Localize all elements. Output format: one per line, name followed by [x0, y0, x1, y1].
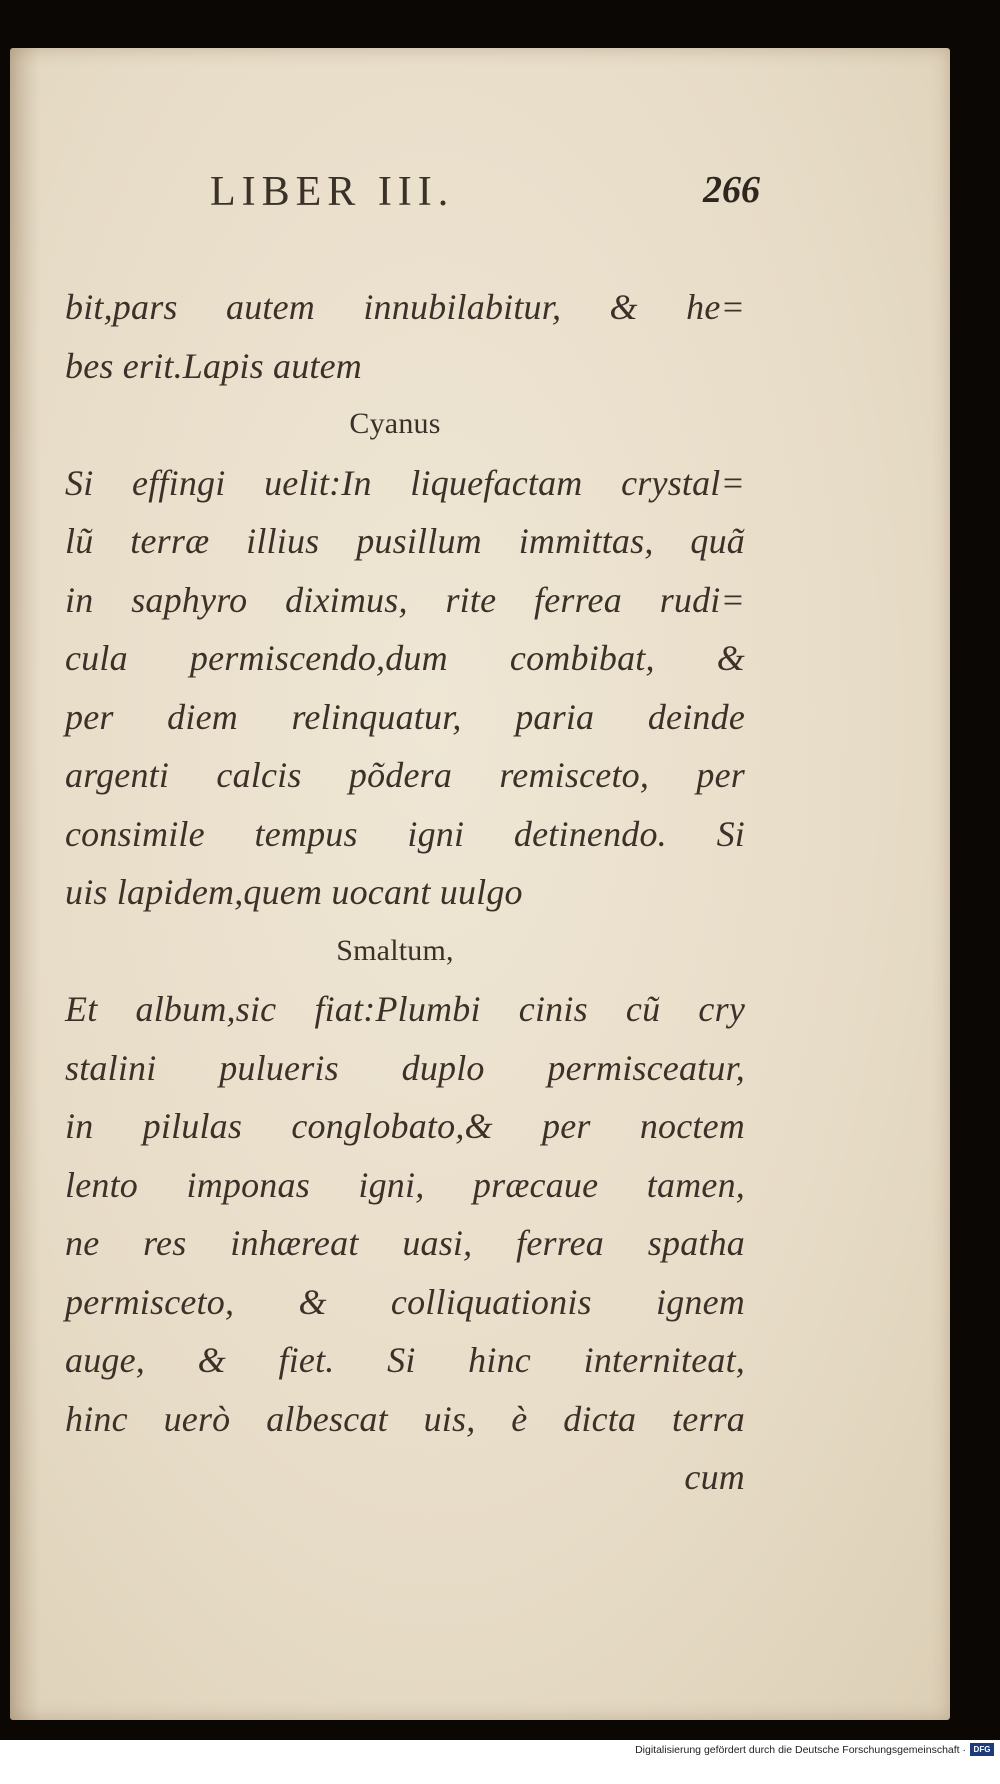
text-line: permisceto, & colliquationis ignem: [65, 1281, 745, 1322]
text-line: argenti calcis põdera remisceto, per: [65, 755, 745, 795]
text-line: per diem relinquatur, paria deinde: [65, 696, 745, 737]
running-head-title: LIBER III.: [210, 169, 455, 215]
heading-smaltum: Smaltum,: [336, 933, 454, 967]
catchword: cum: [684, 1457, 745, 1497]
heading-cyanus: Cyanus: [349, 407, 441, 440]
page-edge-shadow: [10, 48, 40, 1720]
text-line: in pilulas conglobato,& per noctem: [65, 1106, 745, 1146]
text-line: hinc uerò albescat uis, è dicta terra: [65, 1398, 745, 1439]
text-line: consimile tempus igni detinendo. Si: [65, 813, 745, 854]
funding-credit: Digitalisierung gefördert durch die Deutsche Forschungsgemeinschaft ·: [635, 1744, 966, 1756]
text-line: auge, & fiet. Si hinc interniteat,: [65, 1340, 745, 1380]
text-line: Si effingi uelit:In liquefactam crystal=: [65, 462, 745, 503]
text-line: Et album,sic fiat:Plumbi cinis cũ cry: [65, 989, 745, 1029]
text-line: uis lapidem,quem uocant uulgo: [65, 872, 523, 912]
digitization-footer: [0, 1740, 1000, 1784]
text-line: cula permiscendo,dum combibat, &: [65, 638, 745, 678]
dfg-logo: DFG: [970, 1743, 994, 1756]
text-line: bit,pars autem innubilabitur, & he=: [65, 287, 745, 327]
page-number: 266: [703, 169, 760, 211]
text-block: [65, 278, 745, 1507]
text-line: stalini pulueris duplo permisceatur,: [65, 1047, 745, 1088]
book-page: [10, 48, 950, 1720]
text-line: lento imponas igni, præcaue tamen,: [65, 1164, 745, 1205]
running-head: [70, 168, 760, 228]
text-line: in saphyro diximus, rite ferrea rudi=: [65, 579, 745, 620]
text-line: ne res inhæreat uasi, ferrea spatha: [65, 1223, 745, 1263]
text-line: bes erit.Lapis autem: [65, 345, 362, 386]
text-line: lũ terræ illius pusillum immittas, quã: [65, 521, 745, 561]
